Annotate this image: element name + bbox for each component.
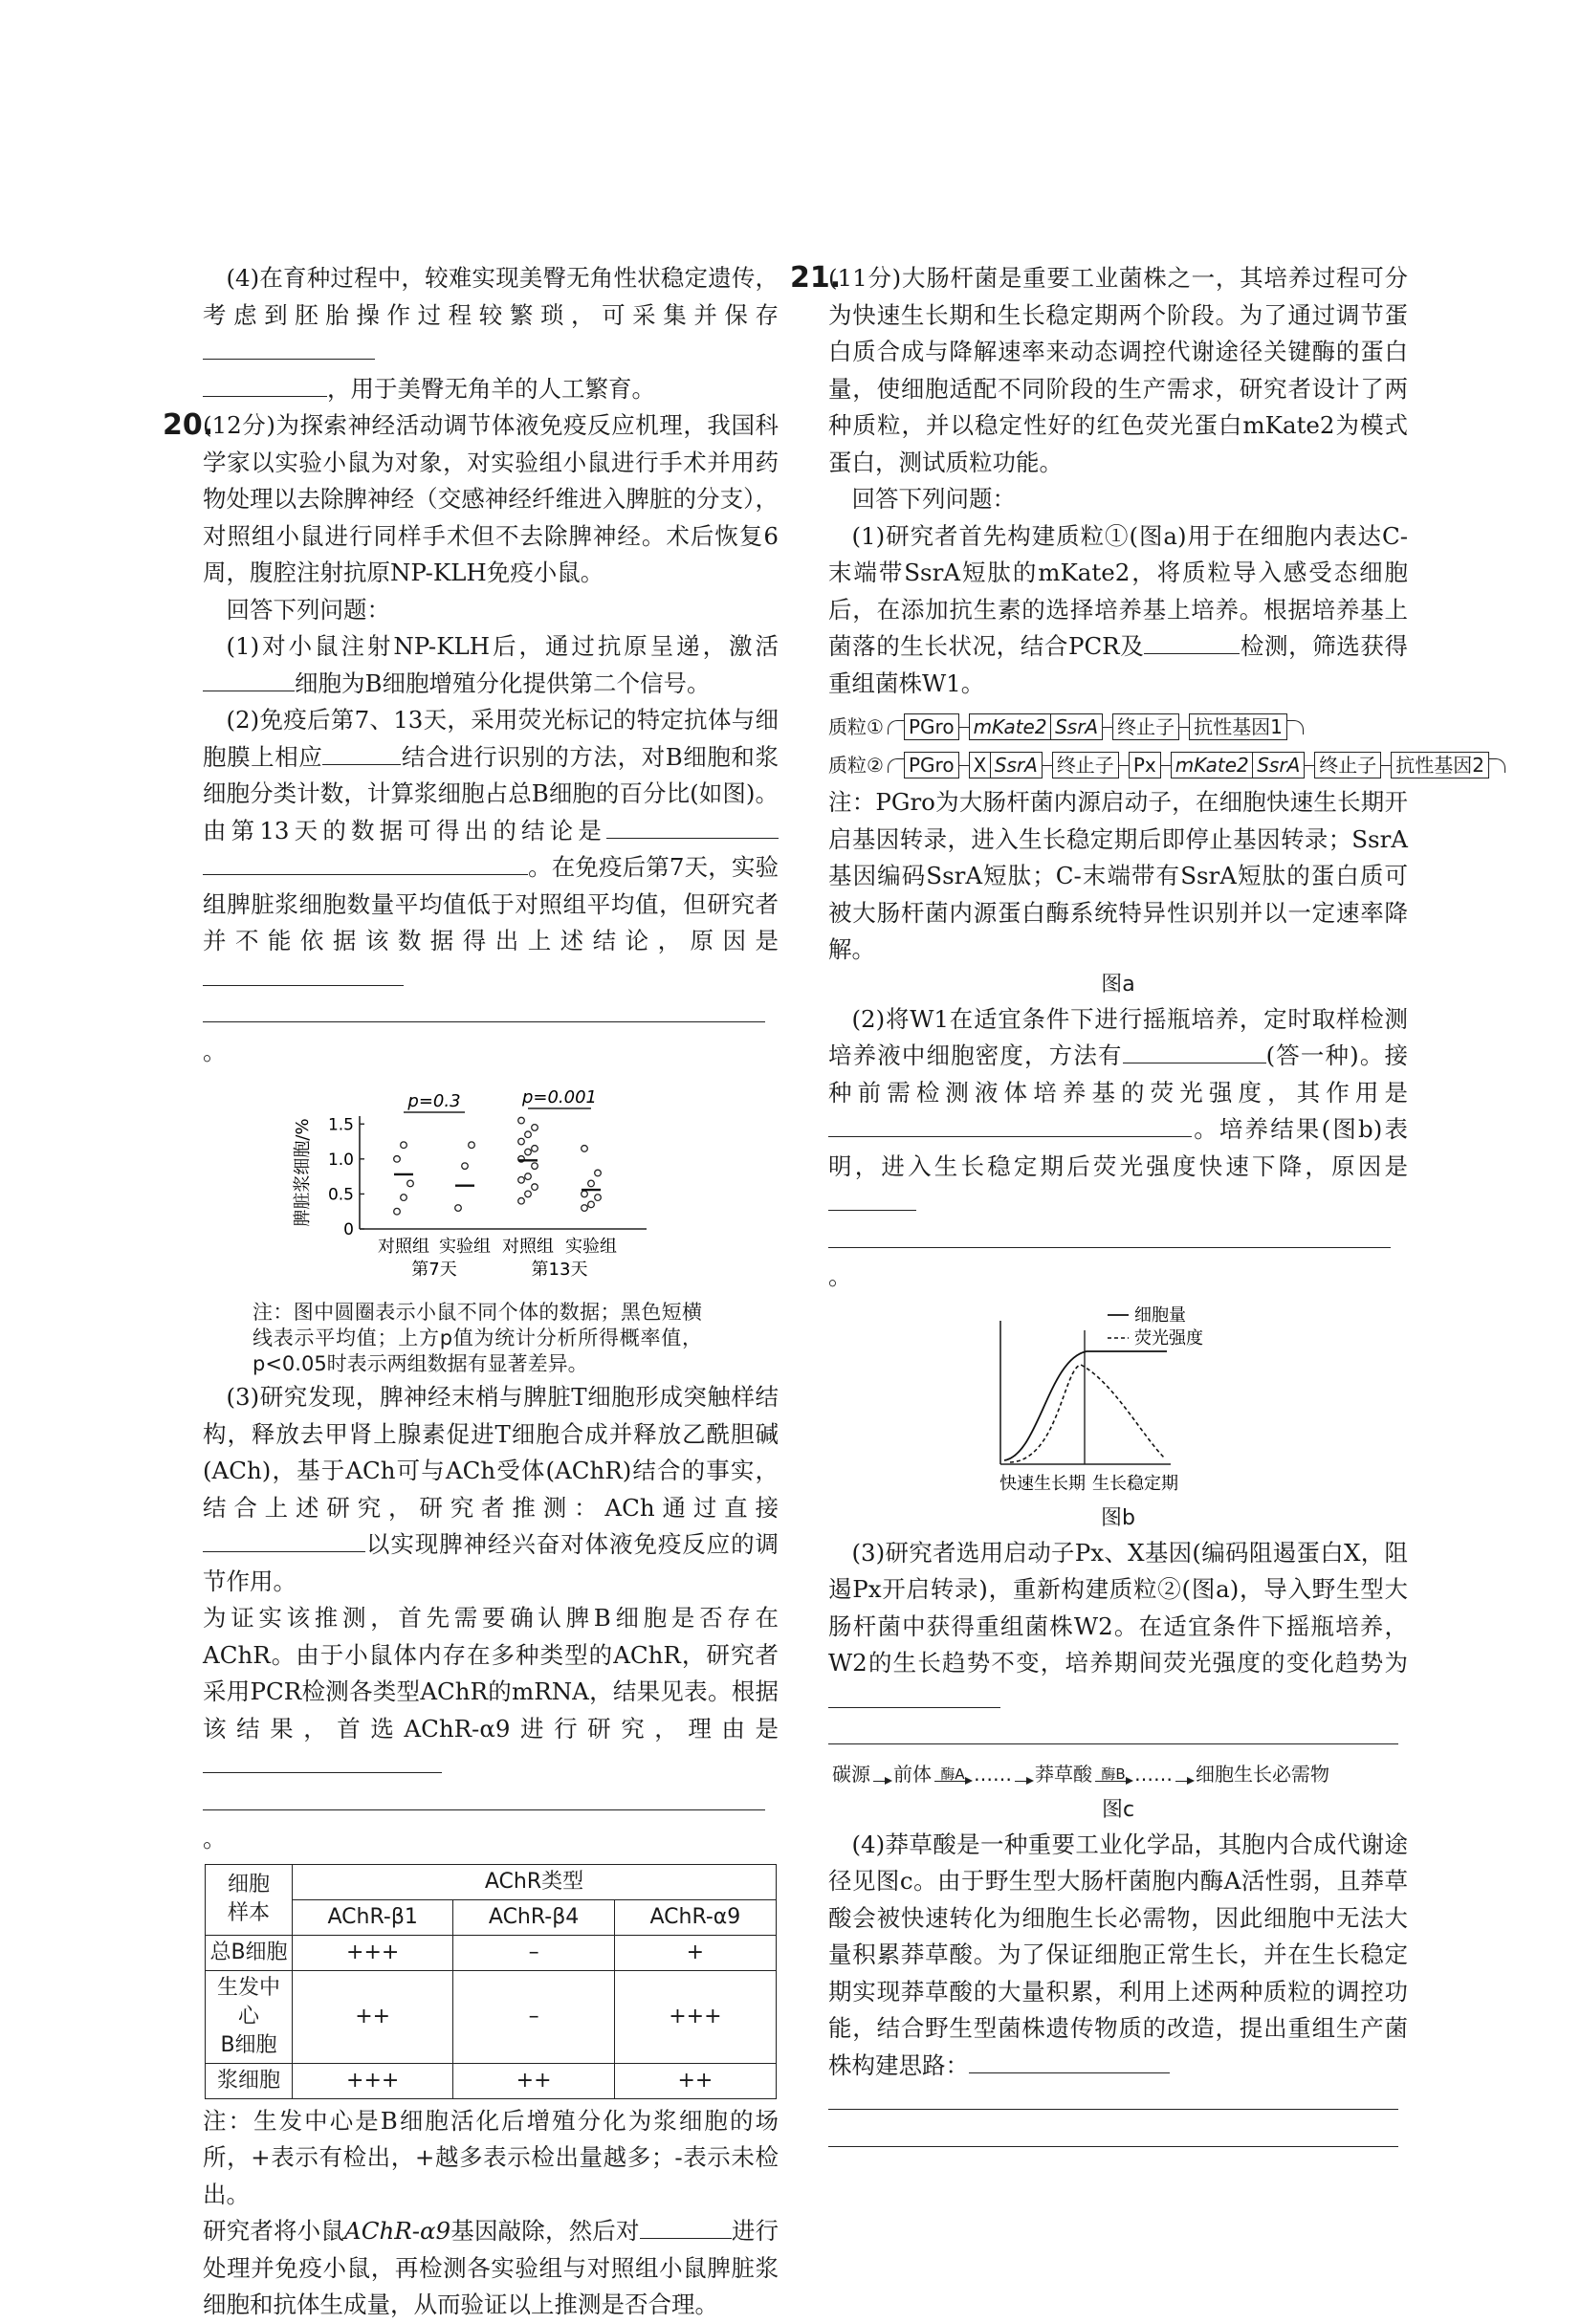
answer-blank[interactable] bbox=[828, 1111, 962, 1137]
y-tick-label: 1.0 bbox=[327, 1150, 354, 1170]
table-row: 生发中心 B细胞 ++ – +++ bbox=[206, 1970, 777, 2063]
answer-blank[interactable] bbox=[828, 1222, 1391, 1248]
plasmid-label: 质粒② bbox=[828, 753, 884, 777]
plasmid-backbone bbox=[1287, 720, 1304, 734]
p-value-label: p=0.001 bbox=[521, 1087, 598, 1107]
q21-4: (4)莽草酸是一种重要工业化学品，其胞内合成代谢途径见图c。由于野生型大肠杆菌胞内酶A活性弱，且莽草酸会被快速转化为细胞生长必需物，因此细胞中无法大量积累莽草酸。为了保证细胞正常生长，并在生长稳定期实现莽草酸的大量积累，利用上述两种质粒的调控功能，结合野生型菌株遗传物质的改造，提出重组生产菌株构建思路： bbox=[828, 1827, 1408, 2159]
gene-ssra: SsrA bbox=[1252, 752, 1305, 778]
data-point bbox=[469, 1142, 475, 1149]
cell-amount-line bbox=[1004, 1351, 1167, 1460]
terminator: 终止子 bbox=[1112, 713, 1179, 740]
data-point bbox=[401, 1195, 407, 1201]
answer-blank[interactable] bbox=[828, 1682, 1000, 1708]
promoter-pgro: PGro bbox=[904, 713, 959, 740]
data-point bbox=[582, 1146, 588, 1152]
data-point bbox=[532, 1146, 538, 1152]
data-point bbox=[532, 1184, 538, 1191]
data-point bbox=[525, 1149, 532, 1155]
data-point bbox=[394, 1156, 401, 1163]
x-day-label: 第7天 bbox=[411, 1260, 457, 1280]
plasmid-2 bbox=[828, 746, 1484, 784]
gene-ssra: SsrA bbox=[1050, 713, 1103, 740]
pathway-carbon: 碳源 bbox=[832, 1763, 870, 1787]
arrow-icon bbox=[873, 1767, 890, 1782]
arrow-icon: 酶B bbox=[1095, 1767, 1131, 1782]
pathway-shikimate: 莽草酸 bbox=[1035, 1763, 1092, 1787]
answer-blank[interactable] bbox=[1144, 628, 1240, 654]
pathway-essential: 细胞生长必需物 bbox=[1196, 1763, 1329, 1787]
question-number: 20. bbox=[163, 408, 214, 442]
plasmid-figure bbox=[828, 708, 1484, 784]
x-group-label: 对照组 bbox=[378, 1237, 429, 1257]
answer-blank[interactable] bbox=[203, 1526, 365, 1552]
plasma-cell-chart bbox=[275, 1080, 677, 1296]
data-point bbox=[518, 1197, 525, 1204]
answer-prompt: 回答下列问题： bbox=[226, 595, 390, 624]
answer-blank[interactable] bbox=[1123, 1038, 1266, 1063]
answer-blank[interactable] bbox=[203, 371, 327, 397]
data-point bbox=[588, 1180, 595, 1187]
plasmid-label: 质粒① bbox=[828, 714, 884, 738]
q20-intro: 20. (12分)为探索神经活动调节体液免疫反应机理，我国科学家以实验小鼠为对象，对实验组小鼠进行手术并用药物处理以去除脾神经（交感神经纤维进入脾脏的分支），对照组小鼠进行同样手术但不去除脾神经。术后恢复6周，腹腔注射抗原NP-KLH免疫小鼠。 bbox=[163, 408, 779, 586]
left-column bbox=[163, 260, 779, 2324]
arrow-icon bbox=[1015, 1767, 1032, 1782]
data-point bbox=[401, 1142, 407, 1149]
data-point bbox=[525, 1173, 532, 1180]
data-point bbox=[525, 1191, 532, 1197]
answer-blank[interactable] bbox=[828, 1719, 1398, 1744]
data-point bbox=[462, 1163, 469, 1170]
table-col-header: AChR-β4 bbox=[453, 1899, 614, 1935]
q20-3: (3)研究发现，脾神经末梢与脾脏T细胞形成突触样结构，释放去甲肾上腺素促进T细胞合成并释放乙酰胆碱(ACh)，基于ACh可与ACh受体(AChR)结合的事实，结合上述研究，研究者推测：ACh通过直接以实现脾神经兴奋对体液免疫反应的调节作用。 bbox=[203, 1383, 779, 1595]
resistance-gene-1: 抗性基因1 bbox=[1189, 713, 1287, 740]
answer-blank[interactable] bbox=[203, 1747, 442, 1773]
x-phase-label: 生长稳定期 bbox=[1092, 1473, 1178, 1494]
plasmid-backbone bbox=[1489, 758, 1505, 773]
terminator: 终止子 bbox=[1314, 752, 1381, 778]
answer-blank[interactable] bbox=[322, 739, 401, 765]
pathway-precursor: 前体 bbox=[893, 1763, 932, 1787]
q21-intro: 21. (11分)大肠杆菌是重要工业菌株之一，其培养过程可分为快速生长期和生长稳定期两个阶段。为了通过调节蛋白质合成与降解速率来动态调控代谢途径关键酶的蛋白量，使细胞适配不同阶段的生产需求，研究者设计了两种质粒，并以稳定性好的红色荧光蛋白mKate2为模式蛋白，测试质粒功能。 bbox=[790, 261, 1408, 476]
resistance-gene-2: 抗性基因2 bbox=[1391, 752, 1489, 778]
q19-4: (4)在育种过程中，较难实现美臀无角性状稳定遗传，考虑到胚胎操作过程较繁琐，可采集并保存 bbox=[203, 260, 779, 371]
answer-blank[interactable] bbox=[828, 2084, 1398, 2110]
fluorescence-line bbox=[1010, 1365, 1165, 1462]
gene-ssra: SsrA bbox=[990, 752, 1043, 778]
table-row: 浆细胞 +++ ++ ++ bbox=[206, 2063, 777, 2098]
data-point bbox=[532, 1125, 538, 1131]
answer-blank[interactable] bbox=[203, 334, 375, 360]
table-header-type: AChR类型 bbox=[293, 1864, 777, 1899]
table-col-header: AChR-α9 bbox=[614, 1899, 776, 1935]
promoter-px: Px bbox=[1129, 752, 1161, 778]
q21-1: (1)研究者首先构建质粒①(图a)用于在细胞内表达C-末端带SsrA短肽的mKate2，将质粒导入感受态细胞后，在添加抗生素的选择培养基上培养。根据培养基上菌落的生长状况，结合PCR及 检测，筛选获得重组菌株W1。 bbox=[828, 521, 1408, 697]
table-row: 总B细胞 +++ – + bbox=[206, 1935, 777, 1970]
arrow-icon: 酶A bbox=[934, 1767, 971, 1782]
x-group-label: 实验组 bbox=[439, 1237, 491, 1257]
x-day-label: 第13天 bbox=[531, 1260, 588, 1280]
answer-blank[interactable] bbox=[962, 1111, 1192, 1137]
x-phase-label: 快速生长期 bbox=[999, 1473, 1086, 1494]
y-axis-label: 脾脏浆细胞/% bbox=[293, 1118, 313, 1227]
fig-a-caption: 图a bbox=[1101, 972, 1135, 997]
legend-label: 细胞量 bbox=[1134, 1305, 1186, 1326]
fig-b-caption: 图b bbox=[1101, 1505, 1135, 1530]
data-point bbox=[455, 1205, 462, 1212]
answer-blank[interactable] bbox=[203, 849, 528, 875]
data-point bbox=[595, 1170, 602, 1176]
q21-2: (2)将W1在适宜条件下进行摇瓶培养，定时取样检测培养液中细胞密度，方法有 (答一种)。接种前需检测液体培养基的荧光强度，其作用是。培养结果(图b)表明，进入生长稳定期后荧光强度快速下降，原因是 。 bbox=[828, 1004, 1409, 1290]
answer-blank[interactable] bbox=[203, 666, 295, 691]
data-point bbox=[394, 1208, 401, 1215]
answer-blank[interactable] bbox=[969, 2048, 1170, 2073]
scatter-svg bbox=[275, 1080, 677, 1296]
data-point bbox=[407, 1180, 414, 1187]
data-point bbox=[518, 1117, 525, 1124]
data-point bbox=[532, 1163, 538, 1170]
q20-3-verify: 为证实该推测，首先需要确认脾B细胞是否存在AChR。由于小鼠体内存在多种类型的AChR，研究者采用PCR检测各类型AChR的mRNA，结果见表。根据该结果，首选AChR-α9进行研究，理由是 。 bbox=[203, 1604, 779, 1853]
arrow-icon bbox=[1175, 1767, 1193, 1782]
y-tick-label: 1.5 bbox=[327, 1115, 354, 1135]
fig-a-note: 注：PGro为大肠杆菌内源启动子，在细胞快速生长期开启基因转录，进入生长稳定期后即停止基因转录；SsrA基因编码SsrA短肽；C-末端带有SsrA短肽的蛋白质可被大肠杆菌内源蛋白酶系统特异性识别并以一定速率降解。 bbox=[828, 788, 1408, 963]
q20-2: (2)免疫后第7、13天，采用荧光标记的特定抗体与细胞膜上相应 结合进行识别的方法，对B细胞和浆细胞分类计数，计算浆细胞占总B细胞的百分比(如图)。由第13天的数据可得出的结论是。在免疫后第7天，实验组脾脏浆细胞数量平均值低于对照组平均值，但研究者并不能依据该数据得出上述结论，原因是 。 bbox=[203, 706, 779, 1065]
answer-blank[interactable] bbox=[203, 960, 404, 986]
answer-blank[interactable] bbox=[640, 2213, 732, 2239]
pathway-figure: 碳源 前体 酶A …… 莽草酸 酶B …… 细胞生长必需物 bbox=[832, 1756, 1408, 1794]
data-point bbox=[518, 1138, 525, 1145]
promoter-pgro: PGro bbox=[904, 752, 959, 778]
answer-blank[interactable] bbox=[203, 997, 765, 1022]
plasmid-backbone bbox=[888, 720, 904, 734]
data-point bbox=[582, 1205, 588, 1212]
q21-3: (3)研究者选用启动子Px、X基因(编码阻遏蛋白X，阻遏Px开启转录)，重新构建质粒②(图a)，导入野生型大肠杆菌中获得重组菌株W2。在适宜条件下摇瓶培养，W2的生长趋势不变，培养期间荧光强度的变化趋势为 bbox=[828, 1535, 1408, 1756]
fig-c-caption: 图c bbox=[1101, 1797, 1135, 1822]
table-header-sample: 细胞 样本 bbox=[206, 1864, 293, 1935]
y-tick-label: 0.5 bbox=[327, 1185, 354, 1205]
gene-x: X bbox=[969, 752, 992, 778]
x-group-label: 实验组 bbox=[565, 1237, 617, 1257]
q20-3-knockout: 研究者将小鼠AChR-α9基因敲除，然后对 进行处理并免疫小鼠，再检测各实验组与对照组小鼠脾脏浆细胞和抗体生成量，从而验证以上推测是否合理。 bbox=[203, 2213, 779, 2324]
data-point bbox=[582, 1191, 588, 1197]
q19-4-cont: ，用于美臀无角羊的人工繁育。 bbox=[203, 371, 779, 408]
x-group-label: 对照组 bbox=[502, 1237, 554, 1257]
terminator: 终止子 bbox=[1052, 752, 1119, 778]
answer-blank[interactable] bbox=[828, 1185, 916, 1211]
answer-blank[interactable] bbox=[828, 2121, 1398, 2147]
gene-mkate2: mKate2 bbox=[969, 713, 1052, 740]
achr-table bbox=[205, 1864, 777, 2099]
p-value-label: p=0.3 bbox=[407, 1091, 461, 1111]
gene-mkate2: mKate2 bbox=[1171, 752, 1254, 778]
figure-note: 注：图中圆圈表示小鼠不同个体的数据；黑色短横线表示平均值；上方p值为统计分析所得概率值，p<0.05时表示两组数据有显著差异。 bbox=[253, 1301, 702, 1375]
plasmid-backbone bbox=[888, 758, 904, 773]
data-point bbox=[588, 1201, 595, 1208]
question-number: 21. bbox=[790, 261, 842, 295]
q20-1: (1)对小鼠注射NP-KLH后，通过抗原呈递，激活细胞为B细胞增殖分化提供第二个信号。 bbox=[203, 628, 779, 702]
growth-svg bbox=[981, 1302, 1287, 1502]
answer-blank[interactable] bbox=[203, 1785, 765, 1810]
data-point bbox=[525, 1131, 532, 1138]
legend-label: 荧光强度 bbox=[1134, 1327, 1203, 1348]
table-col-header: AChR-β1 bbox=[293, 1899, 453, 1935]
plasmid-1 bbox=[828, 708, 1408, 746]
growth-chart bbox=[981, 1302, 1287, 1502]
y-tick-label: 0 bbox=[343, 1220, 354, 1239]
data-point bbox=[595, 1195, 602, 1201]
table-note: 注：生发中心是B细胞活化后增殖分化为浆细胞的场所，+表示有检出，+越多表示检出量越多；-表示未检出。 bbox=[203, 2106, 779, 2208]
right-column bbox=[790, 260, 1484, 2158]
answer-prompt: 回答下列问题： bbox=[851, 485, 1016, 513]
data-point bbox=[518, 1176, 525, 1183]
answer-blank[interactable] bbox=[606, 813, 779, 839]
